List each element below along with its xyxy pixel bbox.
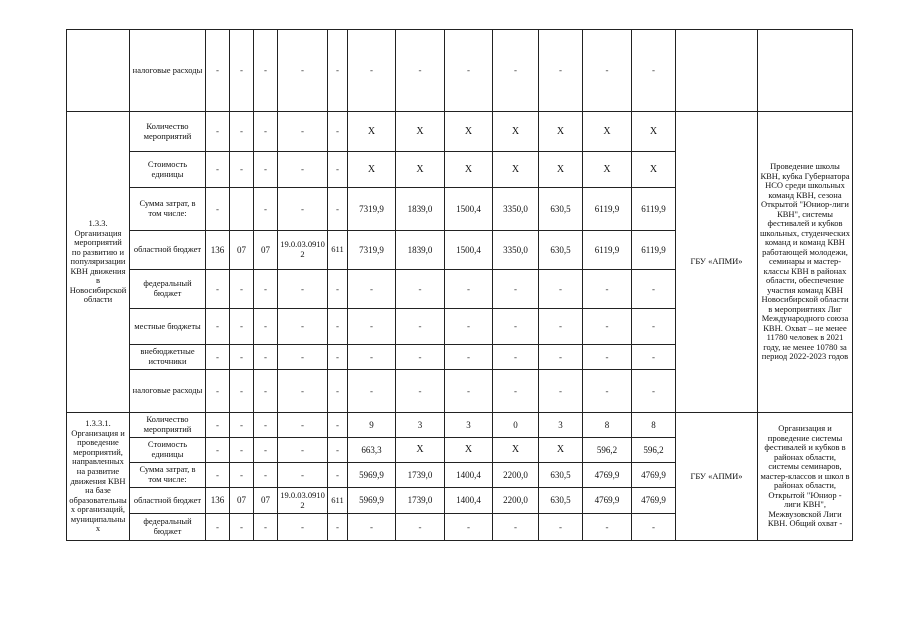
cell: - xyxy=(230,463,254,488)
cell: - xyxy=(278,152,328,188)
cell: 8 xyxy=(583,413,632,438)
cell: 5969,9 xyxy=(348,488,396,514)
executor: ГБУ «АПМИ» xyxy=(676,413,758,541)
cell: 1500,4 xyxy=(445,188,493,231)
cell: 7319,9 xyxy=(348,188,396,231)
cell: 3 xyxy=(539,413,583,438)
row-label: Стоимость единицы xyxy=(130,152,206,188)
cell: - xyxy=(396,370,445,413)
cell: 1839,0 xyxy=(396,231,445,270)
cell: - xyxy=(348,345,396,370)
cell: - xyxy=(206,345,230,370)
cell: X xyxy=(632,112,676,152)
cell: 596,2 xyxy=(583,438,632,463)
row-label: Стоимость единицы xyxy=(130,438,206,463)
row-label: Количество мероприятий xyxy=(130,413,206,438)
cell: X xyxy=(583,112,632,152)
cell: 6119,9 xyxy=(632,188,676,231)
cell: X xyxy=(583,152,632,188)
cell: 2200,0 xyxy=(493,488,539,514)
cell: - xyxy=(445,514,493,541)
cell: 5969,9 xyxy=(348,463,396,488)
cell: - xyxy=(396,514,445,541)
cell: - xyxy=(254,112,278,152)
cell: 630,5 xyxy=(539,463,583,488)
cell: - xyxy=(348,30,396,112)
cell: X xyxy=(493,152,539,188)
cell: 19.0.03.09102 xyxy=(278,231,328,270)
cell: - xyxy=(348,370,396,413)
cell: - xyxy=(278,514,328,541)
cell: X xyxy=(396,152,445,188)
cell: - xyxy=(254,370,278,413)
table-row xyxy=(67,30,853,112)
cell: - xyxy=(632,30,676,112)
cell: 6119,9 xyxy=(583,231,632,270)
expected-result: Проведение школы КВН, кубка Губернатора НСО среди школьных команд КВН, сезона Открытой "Юниор-лиги КВН", системы фестивалей и кубков школьных, студенческих команд и команд КВН работающей молодежи, семинары и мастер-классы КВН в районах области, обеспечение участия команд КВН Новосибирской области в мероприятиях Лиг Международного союза КВН. Охват – не менее 11780 человек в 2021 году, не менее 10780 за период 2022-2023 годов xyxy=(758,112,853,413)
cell: - xyxy=(328,463,348,488)
cell: - xyxy=(583,30,632,112)
cell: X xyxy=(396,112,445,152)
cell: 1739,0 xyxy=(396,488,445,514)
cell: 663,3 xyxy=(348,438,396,463)
cell: - xyxy=(328,270,348,309)
cell: - xyxy=(396,309,445,345)
cell: - xyxy=(493,370,539,413)
cell: X xyxy=(493,438,539,463)
cell: 4769,9 xyxy=(583,488,632,514)
cell: - xyxy=(632,370,676,413)
cell: 3 xyxy=(396,413,445,438)
cell: - xyxy=(206,413,230,438)
cell: 630,5 xyxy=(539,488,583,514)
cell: - xyxy=(278,413,328,438)
cell: - xyxy=(328,30,348,112)
cell: - xyxy=(206,309,230,345)
cell: - xyxy=(278,345,328,370)
cell: X xyxy=(493,112,539,152)
cell: - xyxy=(396,30,445,112)
row-label: налоговые расходы xyxy=(130,30,206,112)
cell: - xyxy=(539,370,583,413)
cell: - xyxy=(493,345,539,370)
cell: 7319,9 xyxy=(348,231,396,270)
cell: - xyxy=(328,112,348,152)
cell: - xyxy=(493,309,539,345)
cell: 2200,0 xyxy=(493,463,539,488)
cell: - xyxy=(206,188,230,231)
cell: - xyxy=(230,309,254,345)
cell: 1400,4 xyxy=(445,488,493,514)
cell: 0 xyxy=(493,413,539,438)
cell: - xyxy=(445,30,493,112)
cell: - xyxy=(230,438,254,463)
cell: - xyxy=(230,514,254,541)
cell: - xyxy=(348,270,396,309)
cell: - xyxy=(583,514,632,541)
cell: - xyxy=(396,345,445,370)
cell: - xyxy=(539,309,583,345)
cell: - xyxy=(493,270,539,309)
cell: - xyxy=(230,345,254,370)
cell: - xyxy=(632,270,676,309)
executor: ГБУ «АПМИ» xyxy=(676,112,758,413)
cell: - xyxy=(328,438,348,463)
cell: - xyxy=(328,152,348,188)
cell: 596,2 xyxy=(632,438,676,463)
cell: - xyxy=(278,188,328,231)
cell: - xyxy=(493,30,539,112)
cell: - xyxy=(328,188,348,231)
cell: 630,5 xyxy=(539,231,583,270)
cell: - xyxy=(539,270,583,309)
cell: - xyxy=(583,309,632,345)
cell: - xyxy=(445,270,493,309)
cell: X xyxy=(539,112,583,152)
cell: - xyxy=(278,463,328,488)
cell: - xyxy=(328,514,348,541)
row-label: налоговые расходы xyxy=(130,370,206,413)
cell: - xyxy=(328,309,348,345)
cell: - xyxy=(206,270,230,309)
cell: 136 xyxy=(206,488,230,514)
cell: - xyxy=(230,413,254,438)
cell: - xyxy=(539,30,583,112)
cell: 8 xyxy=(632,413,676,438)
cell: - xyxy=(230,270,254,309)
cell: - xyxy=(254,345,278,370)
cell: - xyxy=(254,152,278,188)
cell: 4769,9 xyxy=(632,488,676,514)
cell: - xyxy=(254,413,278,438)
cell: X xyxy=(445,112,493,152)
cell: - xyxy=(206,463,230,488)
row-label: Сумма затрат, в том числе: xyxy=(130,188,206,231)
row-label: областной бюджет xyxy=(130,488,206,514)
cell: 1739,0 xyxy=(396,463,445,488)
cell: - xyxy=(328,370,348,413)
cell: - xyxy=(206,30,230,112)
empty-cell xyxy=(67,30,130,112)
cell: X xyxy=(396,438,445,463)
cell: - xyxy=(206,370,230,413)
cell: - xyxy=(254,309,278,345)
cell: 1500,4 xyxy=(445,231,493,270)
cell: X xyxy=(632,152,676,188)
cell: 630,5 xyxy=(539,188,583,231)
cell: X xyxy=(539,152,583,188)
row-label: Сумма затрат, в том числе: xyxy=(130,463,206,488)
empty-cell xyxy=(758,30,853,112)
cell: - xyxy=(230,152,254,188)
cell: 19.0.03.09102 xyxy=(278,488,328,514)
cell: - xyxy=(254,438,278,463)
cell: 07 xyxy=(254,488,278,514)
cell: - xyxy=(206,112,230,152)
cell: - xyxy=(539,345,583,370)
row-label: местные бюджеты xyxy=(130,309,206,345)
cell xyxy=(230,188,254,231)
cell: - xyxy=(396,270,445,309)
row-label: федеральный бюджет xyxy=(130,270,206,309)
cell: - xyxy=(539,514,583,541)
cell: - xyxy=(230,112,254,152)
cell: - xyxy=(328,413,348,438)
cell: - xyxy=(230,370,254,413)
cell: - xyxy=(278,370,328,413)
cell: - xyxy=(632,514,676,541)
row-label: внебюджетные источники xyxy=(130,345,206,370)
cell: - xyxy=(583,370,632,413)
cell: 07 xyxy=(230,488,254,514)
cell: - xyxy=(206,152,230,188)
cell: - xyxy=(583,345,632,370)
cell: 3350,0 xyxy=(493,188,539,231)
cell: 136 xyxy=(206,231,230,270)
cell: 1839,0 xyxy=(396,188,445,231)
cell: X xyxy=(445,152,493,188)
cell: - xyxy=(445,345,493,370)
cell: 6119,9 xyxy=(632,231,676,270)
cell: - xyxy=(254,188,278,231)
cell: 611 xyxy=(328,231,348,270)
cell: - xyxy=(278,270,328,309)
cell: 6119,9 xyxy=(583,188,632,231)
cell: - xyxy=(278,30,328,112)
cell: 3 xyxy=(445,413,493,438)
cell: - xyxy=(206,514,230,541)
cell: - xyxy=(254,463,278,488)
cell: 07 xyxy=(254,231,278,270)
cell: - xyxy=(254,514,278,541)
measure-name: 1.3.3. Организация мероприятий по развитию и популяризации КВН движения в Новосибирской области xyxy=(67,112,130,413)
cell: 611 xyxy=(328,488,348,514)
cell: - xyxy=(632,345,676,370)
measure-name: 1.3.3.1. Организация и проведение мероприятий, направленных на развитие движения КВН на базе образовательных организаций, муниципальных xyxy=(67,413,130,541)
cell: X xyxy=(445,438,493,463)
cell: 4769,9 xyxy=(583,463,632,488)
cell: - xyxy=(254,270,278,309)
cell: - xyxy=(278,309,328,345)
budget-table xyxy=(66,29,853,541)
cell: - xyxy=(206,438,230,463)
cell: 1400,4 xyxy=(445,463,493,488)
cell: 3350,0 xyxy=(493,231,539,270)
row-label: областной бюджет xyxy=(130,231,206,270)
table-row xyxy=(67,112,853,152)
cell: - xyxy=(278,438,328,463)
cell: - xyxy=(348,514,396,541)
cell: 9 xyxy=(348,413,396,438)
table-row xyxy=(67,413,853,438)
cell: - xyxy=(328,345,348,370)
cell: - xyxy=(348,309,396,345)
row-label: федеральный бюджет xyxy=(130,514,206,541)
cell: X xyxy=(348,152,396,188)
cell: - xyxy=(278,112,328,152)
cell: - xyxy=(445,370,493,413)
expected-result: Организация и проведение системы фестивалей и кубков в районах области, системы семинаров, мастер-классов и школ в районах области, Открытой "Юниор - лиги КВН", Межвузовской Лиги КВН. Общий охват - xyxy=(758,413,853,541)
cell: - xyxy=(632,309,676,345)
cell: 07 xyxy=(230,231,254,270)
cell: X xyxy=(539,438,583,463)
empty-cell xyxy=(676,30,758,112)
cell: - xyxy=(230,30,254,112)
cell: - xyxy=(254,30,278,112)
cell: - xyxy=(493,514,539,541)
cell: 4769,9 xyxy=(632,463,676,488)
cell: X xyxy=(348,112,396,152)
cell: - xyxy=(583,270,632,309)
cell: - xyxy=(445,309,493,345)
row-label: Количество мероприятий xyxy=(130,112,206,152)
